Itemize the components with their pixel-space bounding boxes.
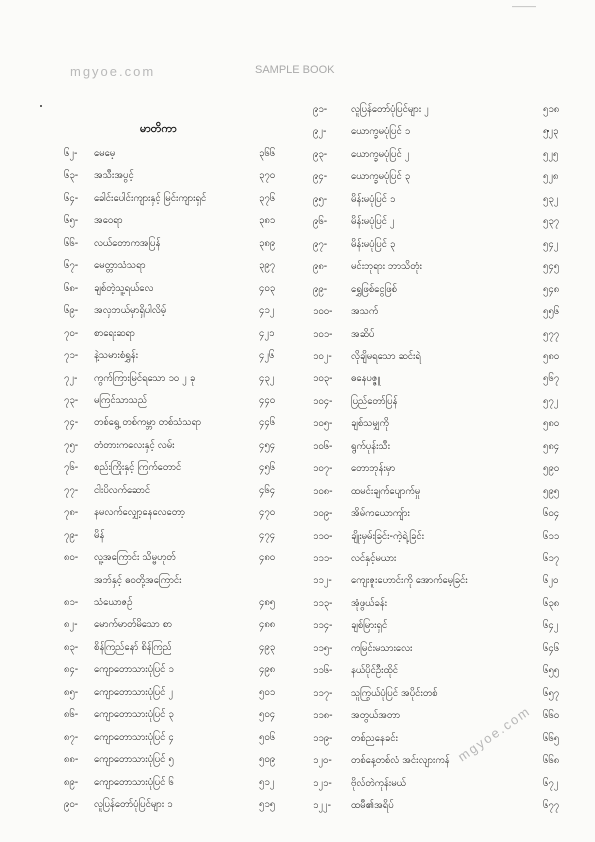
entry-number: ၈၀- xyxy=(64,552,79,564)
entry-title: မိန်းမပုံပြင် ၃ xyxy=(351,238,396,250)
entry-page-number: ၄၄၀ xyxy=(259,394,276,406)
entry-page-number: ၄၆၄ xyxy=(259,484,276,496)
contents-entry xyxy=(313,279,575,301)
entry-title: ကျောတောသားပုံပြင် ၆ xyxy=(94,776,174,788)
contents-entry xyxy=(313,750,575,772)
contents-entry xyxy=(313,570,575,592)
entry-number: ၁၀၅- xyxy=(313,418,333,430)
contents-entry xyxy=(313,548,575,570)
entry-number: ၆၅- xyxy=(64,215,79,227)
entry-number: ၁၀၀- xyxy=(313,306,333,318)
entry-title: နမလက်လျှော့နေလေတော့ xyxy=(94,507,185,519)
entry-page-number: ၄၄၆ xyxy=(259,417,276,429)
entry-number: ၇၂- xyxy=(64,372,78,384)
entry-title: မေတ္တာသံသရာ xyxy=(94,260,146,272)
entry-title: ချစ်သမျှကို xyxy=(351,418,389,430)
contents-entry xyxy=(313,526,575,548)
entry-title: စည်းကြိုးနှင့် ကြက်တောင် xyxy=(94,462,182,474)
entry-page-number: ၃၆၆ xyxy=(259,148,276,159)
entry-title: စိန်ကြည်နော် စိန်ကြည် xyxy=(94,641,172,653)
entry-page-number: ၄၁၂ xyxy=(259,305,275,317)
entry-number: ၆၆- xyxy=(64,237,79,249)
entry-number: ၆၄- xyxy=(64,192,79,204)
entry-number: ၆၃- xyxy=(64,170,79,182)
entry-number: ၇၅- xyxy=(64,439,79,451)
entry-title: မင်းဘုရား ဘာသိတုံး xyxy=(351,261,422,273)
entry-page-number: ၄၇၀ xyxy=(259,507,276,519)
entry-page-number: ၅၂၃ xyxy=(543,126,559,138)
entry-page-number: ၆၀၄ xyxy=(543,508,560,520)
contents-entry xyxy=(313,615,575,637)
entry-title: ချစ်တဲ့သူ့ရယ်လေ xyxy=(94,282,154,294)
entry-number: ၇၆- xyxy=(64,462,79,474)
entry-number: ၈၆- xyxy=(64,709,79,721)
entry-page-number: ၅၀၆ xyxy=(259,731,276,743)
entry-title: ထမင်းချက်ပျောက်မှု xyxy=(351,485,421,497)
entry-number: ၉၆- xyxy=(313,216,328,228)
entry-number: ၉၃- xyxy=(313,148,328,160)
entry-title: တောဘုန်းမှာ xyxy=(351,463,396,475)
entry-page-number: ၃၈၁ xyxy=(259,215,276,227)
entry-number: ၉၈- xyxy=(313,261,328,273)
entry-title: မောက်မာတ်မိသော စာ xyxy=(94,619,172,631)
entry-title: လူပြန်တော်ပုံပြင်များ ၂ xyxy=(351,104,429,115)
entry-page-number: ၅၈၀ xyxy=(543,418,560,430)
entry-title: နယ်ပိုင်ဦးထိုင် xyxy=(351,665,398,677)
entry-number: ၉၀- xyxy=(64,799,79,811)
entry-number: ၁၀၃- xyxy=(313,373,333,385)
entry-page-number: ၅၄၅ xyxy=(543,261,560,273)
entry-number: ၇၁- xyxy=(64,350,79,362)
entry-page-number: ၄၉၃ xyxy=(259,641,276,653)
entry-number: ၈၉- xyxy=(64,776,79,788)
entry-page-number: ၅၉၀ xyxy=(543,463,560,475)
contents-entry xyxy=(313,705,575,727)
entry-number: ၁၁၇- xyxy=(313,687,333,699)
entry-title: ယောက္ခမပုံပြင် ၁ xyxy=(351,126,411,138)
entry-page-number: ၅၇၂ xyxy=(543,395,559,407)
entry-title: အတွယ်အတာ xyxy=(351,710,401,722)
entry-title: ချစ်မြားရှင် xyxy=(351,620,388,632)
contents-entry xyxy=(313,189,575,211)
entry-page-number: ၄၅၄ xyxy=(259,439,276,451)
entry-page-number: ၃၉၇ xyxy=(259,260,276,272)
contents-entry xyxy=(313,638,575,660)
contents-entry xyxy=(313,211,575,233)
entry-number: ၁၀၂- xyxy=(313,350,332,362)
entry-number: ၇၀- xyxy=(64,327,79,339)
entry-title: ကျောတောသားပုံပြင် ၃ xyxy=(94,709,174,721)
entry-number: ၁၀၁- xyxy=(313,328,333,340)
corner-scan-mark: ——— xyxy=(512,2,536,11)
entry-title: မကြင်သာသည် xyxy=(94,394,148,406)
entry-title: စာရေးဆရာ xyxy=(94,327,135,339)
entry-page-number: ၅၅၆ xyxy=(543,306,560,318)
entry-page-number: ၅၃၇ xyxy=(543,216,560,228)
entry-number: ၉၉- xyxy=(313,283,328,295)
entry-number: ၁၂၁- xyxy=(313,777,332,789)
entry-page-number: ၃၇၆ xyxy=(259,192,276,204)
contents-entry xyxy=(313,683,575,705)
entry-number: ၁၁၂- xyxy=(313,575,332,587)
entry-number: ၈၄- xyxy=(64,664,79,676)
entry-title: တစ်ရွေ့ တစ်ကမ္ဘာ တစ်သံသရာ xyxy=(94,417,201,429)
entry-page-number: ၄၂၁ xyxy=(259,327,275,339)
contents-entry xyxy=(313,346,575,368)
contents-entry xyxy=(313,436,575,458)
entry-number: ၁၀၄- xyxy=(313,395,333,407)
entry-number: ၆၈- xyxy=(64,282,79,294)
entry-page-number: ၄၈၀ xyxy=(259,552,276,564)
contents-entry xyxy=(313,324,575,346)
entry-title: မိန်းမပုံပြင် ၂ xyxy=(351,216,395,228)
entry-number: ၁၁၀- xyxy=(313,530,333,542)
entry-title: လူပြန်တော်ပုံပြင်များ ၁ xyxy=(94,799,173,811)
entry-page-number: ၆၆၈ xyxy=(543,755,560,767)
entry-number: ၈၇- xyxy=(64,731,79,743)
entry-title: ကျောတောသားပုံပြင် ၅ xyxy=(94,754,174,766)
entry-page-number: ၆၆၀ xyxy=(543,710,560,722)
entry-title: ကျောတောသားပုံပြင် ၄ xyxy=(94,731,174,743)
entry-number: ၉၅- xyxy=(313,193,328,205)
entry-title: အိမ်ကယောကျ်ား xyxy=(351,508,410,520)
entry-title: ချိုးမှမ်းခြင်း-ကဲ့ရဲ့ခြင်း xyxy=(351,530,425,542)
entry-title: ကျောတောသားပုံပြင် ၂ xyxy=(94,686,174,698)
entry-page-number: ၅၁၈ xyxy=(543,104,560,115)
entry-title: ကျောတောသားပုံပြင် ၁ xyxy=(94,664,174,676)
entry-page-number: ၄၉၈ xyxy=(259,664,276,676)
contents-entry xyxy=(313,728,575,750)
entry-number: ၁၀၇- xyxy=(313,463,333,475)
entry-title: ဓနေပဇ္ဇူ xyxy=(351,373,381,385)
entry-page-number: ၃၈၉ xyxy=(259,237,276,249)
entry-page-number: ၄၈၈ xyxy=(259,619,276,631)
entry-number: ၉၄- xyxy=(313,171,328,183)
contents-entry xyxy=(313,795,575,817)
contents-entry xyxy=(313,234,575,256)
watermark-top: mgyoe.com xyxy=(70,64,156,79)
entry-number: ၁၁၆- xyxy=(313,665,333,677)
entry-page-number: ၅၇၇ xyxy=(543,328,560,340)
entry-title: အဘ်နှင့် ဓဝတို့အကြောင်း xyxy=(94,574,182,586)
entry-number: ၉၁- xyxy=(313,104,328,115)
sample-book-label: SAMPLE BOOK xyxy=(255,64,335,76)
entry-number: ၈၂- xyxy=(64,619,78,631)
entry-number: ၈၅- xyxy=(64,686,79,698)
entry-title: ယောက္ခမပုံပြင် ၃ xyxy=(351,171,411,183)
entry-number: ၈၃- xyxy=(64,641,79,653)
entry-title: လင်နှင့်မယား xyxy=(351,553,397,564)
entry-number: ၁၁၁- xyxy=(313,553,333,564)
entry-number: ၁၁၅- xyxy=(313,642,333,654)
entry-number: ၆၉- xyxy=(64,305,79,317)
entry-page-number: ၃၇၀ xyxy=(259,170,276,182)
entry-page-number: ၆၄၆ xyxy=(543,642,560,654)
entry-title: အဝေရာ xyxy=(94,215,123,227)
entry-page-number: ၄၂၆ xyxy=(259,350,275,362)
entry-title: အသီးအပွင့် xyxy=(94,170,134,182)
watermark-corner: mgyoe.com xyxy=(455,703,534,765)
entry-page-number: ၆၇၂ xyxy=(543,777,559,789)
entry-number: ၁၀၉- xyxy=(313,508,333,520)
contents-entry xyxy=(313,773,575,795)
entry-number: ၉၂- xyxy=(313,126,327,138)
contents-entry xyxy=(313,301,575,323)
contents-entry xyxy=(313,481,575,503)
entry-number: ၇၈- xyxy=(64,507,79,519)
entry-title: မိန်းမပုံပြင် ၁ xyxy=(351,193,396,205)
entry-number: ၈၈- xyxy=(64,754,79,766)
entry-title: အသက် xyxy=(351,306,379,318)
contents-entry xyxy=(313,144,575,166)
entry-number: ၁၀၈- xyxy=(313,485,333,497)
entry-page-number: ၆၇၇ xyxy=(543,799,560,811)
entry-title: သံယောဇဉ် xyxy=(94,597,133,608)
entry-page-number: ၆၄၂ xyxy=(543,620,559,632)
entry-title: ပြည်တော်ပြန် xyxy=(351,395,398,407)
entry-page-number: ၅၃၂ xyxy=(543,193,559,205)
entry-page-number: ၆၆၅ xyxy=(543,732,560,744)
entry-title: လယ်တောကအပြန် xyxy=(94,237,161,249)
entry-title: အဆိပ် xyxy=(351,328,375,340)
entry-page-number: ၄၇၄ xyxy=(259,529,276,541)
entry-title: တစ်နေ့တစ်လံ အင်းလျားကန် xyxy=(351,755,450,767)
contents-entry xyxy=(313,413,575,435)
entry-title: ရွှေဖြစ်ငွေဖြစ် xyxy=(351,283,397,295)
entry-title: သူကြွယ်ပုံပြင် အပိုင်းတစ် xyxy=(351,687,438,699)
entry-number: ၇၉- xyxy=(64,529,79,541)
entry-title: လိုချိမရသော ဆင်းရဲ xyxy=(351,350,421,362)
entry-page-number: ၅၈၄ xyxy=(543,440,560,452)
entry-page-number: ၄၃၂ xyxy=(259,372,275,384)
entry-page-number: ၅၄၂ xyxy=(543,238,559,250)
contents-entry xyxy=(313,593,575,615)
entry-page-number: ၅၂၈ xyxy=(543,171,559,183)
entry-page-number: ၅၀၄ xyxy=(259,709,276,721)
entry-title: ကွက်ကြားမြင်ရသော ၁၀ ၂ ခု xyxy=(94,372,196,384)
entry-number: ၁၁၄- xyxy=(313,620,333,632)
entry-page-number: ၆၁၁ xyxy=(543,530,560,542)
entry-page-number: ၄၈၅ xyxy=(259,597,276,608)
entry-page-number: ၅၄၈ xyxy=(543,283,560,295)
contents-entry xyxy=(313,458,575,480)
entry-number: ၁၀၆- xyxy=(313,440,333,452)
entry-page-number: ၅၁၅ xyxy=(259,799,276,811)
entry-page-number: ၆၅၅ xyxy=(543,665,560,677)
entry-number: ၇၄- xyxy=(64,417,79,429)
entry-number: ၉၇- xyxy=(313,238,328,250)
entry-number: ၈၁- xyxy=(64,597,79,608)
contents-entry xyxy=(313,166,575,188)
entry-title: ဗိုလ်တဲကုန်းမယ် xyxy=(351,777,406,789)
entry-number: ၁၁၉- xyxy=(313,732,333,744)
entry-page-number: ၅၁၂ xyxy=(259,776,275,788)
entry-title: ကမြင်းမသားလေး xyxy=(351,642,413,654)
entry-title: တံတားကလေးနှင့် လမ်း xyxy=(94,439,175,451)
contents-entry xyxy=(313,391,575,413)
entry-title: မိန် xyxy=(94,529,105,541)
entry-number: ၆၇- xyxy=(64,260,79,272)
contents-entry xyxy=(313,660,575,682)
entry-page-number: ၄၀၃ xyxy=(259,282,276,294)
entry-title: ယောက္ခမပုံပြင် ၂ xyxy=(351,148,410,160)
entry-number: ၁၂၀- xyxy=(313,755,332,767)
entry-title: ငါးပိလက်ဆောင် xyxy=(94,484,151,496)
contents-entry xyxy=(313,503,575,525)
entry-title: ထမီ၏အရိပ် xyxy=(351,799,394,811)
entry-page-number: ၅၀၁ xyxy=(259,686,276,698)
contents-entry xyxy=(313,368,575,390)
entry-title: အလှဘယ်မှာရှိပါလိမ့် xyxy=(94,305,167,317)
contents-entry xyxy=(313,99,575,121)
entry-title: ခေါင်းပေါင်းကျားနှင့် မြင်းကျားရှင် xyxy=(94,192,207,204)
entry-title: အုံဖွယ်ခန်း xyxy=(351,597,388,609)
entry-title: တစ်ညနေခင်း xyxy=(351,732,398,744)
entry-page-number: ၅၂၅ xyxy=(543,148,559,160)
entry-page-number: ၆၁၇ xyxy=(543,553,560,564)
entry-title: လူ့အကြောင်း သိမ္ဗဟုတ် xyxy=(94,552,176,564)
entry-number: ၁၁၈- xyxy=(313,710,333,722)
entry-number: ၁၁၃- xyxy=(313,597,333,609)
entry-page-number: ၆၅၇ xyxy=(543,687,560,699)
contents-title: မာတိကာ xyxy=(140,122,177,135)
entry-page-number: ၅၈၀ xyxy=(543,350,560,362)
entry-page-number: ၅၀၉ xyxy=(259,754,276,766)
entry-page-number: ၅၉၅ xyxy=(543,485,560,497)
entry-page-number: ၅၆၇ xyxy=(543,373,560,385)
entry-number: ၇၃- xyxy=(64,394,79,406)
entry-title: နဲ့သမားစံရွှန်း xyxy=(94,350,138,362)
entry-number: ၁၂၂- xyxy=(313,799,332,811)
entry-page-number: ၆၂၀ xyxy=(543,575,559,587)
entry-page-number: ၆၃၈ xyxy=(543,597,560,609)
entry-page-number: ၄၅၆ xyxy=(259,462,276,474)
entry-title: ကျေးဇူးဟောင်းကို အောက်မေ့ခြင်း xyxy=(351,575,468,587)
entry-number: ၆၂- xyxy=(64,148,78,159)
contents-entry xyxy=(313,121,575,143)
entry-number: ၇၇- xyxy=(64,484,79,496)
entry-title: မေမေ့ xyxy=(94,148,116,159)
entry-title: ရွက်ပုန်းသီး xyxy=(351,440,391,452)
contents-entry xyxy=(313,256,575,278)
